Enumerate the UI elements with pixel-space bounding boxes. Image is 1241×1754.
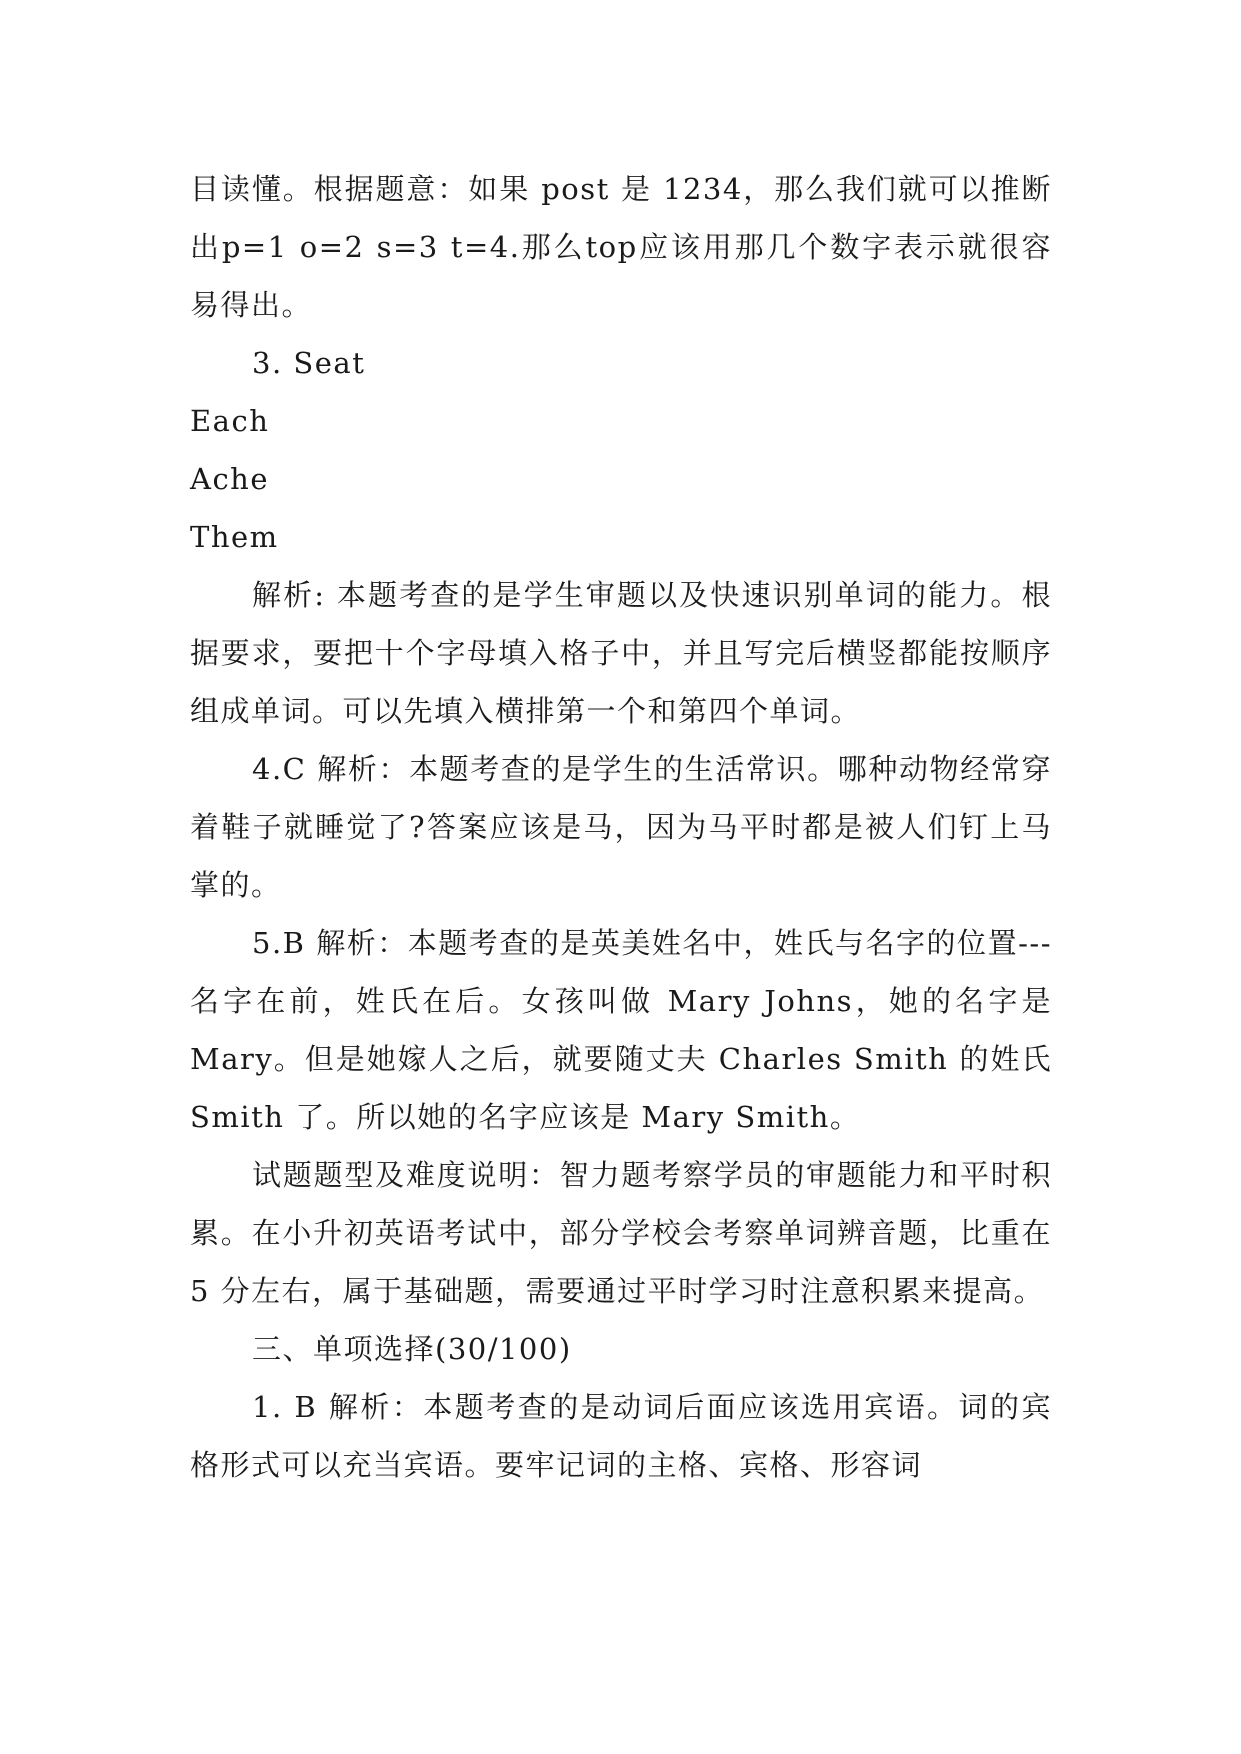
answer-3-seat: 3. Seat xyxy=(252,346,366,380)
answer-word-each: Each xyxy=(190,404,270,438)
answer-single-choice-1: 1. B 解析：本题考查的是动词后面应该选用宾语。词的宾格形式可以充当宾语。要牢记词的主格、宾格、形容词 xyxy=(190,1390,1052,1482)
paragraph-continuation: 目读懂。根据题意：如果 post 是 1234，那么我们就可以推断出p=1 o=2 s=3 t=4.那么top应该用那几个数字表示就很容易得出。 xyxy=(190,172,1052,322)
explanation-3: 解析: 本题考查的是学生审题以及快速识别单词的能力。根据要求，要把十个字母填入格子中，并且写完后横竖都能按顺序组成单词。可以先填入横排第一个和第四个单词。 xyxy=(190,578,1052,728)
answer-word-them: Them xyxy=(190,520,279,554)
answer-word-ache: Ache xyxy=(190,462,270,496)
answer-4: 4.C 解析：本题考查的是学生的生活常识。哪种动物经常穿着鞋子就睡觉了?答案应该是马，因为马平时都是被人们钉上马掌的。 xyxy=(190,752,1052,902)
question-type-note: 试题题型及难度说明：智力题考察学员的审题能力和平时积累。在小升初英语考试中，部分学校会考察单词辨音题，比重在 5 分左右，属于基础题，需要通过平时学习时注意积累来提高。 xyxy=(190,1158,1052,1308)
document-body xyxy=(190,160,1052,1494)
answer-5: 5.B 解析：本题考查的是英美姓名中，姓氏与名字的位置---名字在前，姓氏在后。女孩叫做 Mary Johns，她的名字是 Mary。但是她嫁人之后，就要随丈夫 Charles Smith 的姓氏 Smith 了。所以她的名字应该是 Mary Smith。 xyxy=(190,926,1052,1134)
section-heading-single-choice: 三、单项选择(30/100) xyxy=(252,1332,572,1366)
